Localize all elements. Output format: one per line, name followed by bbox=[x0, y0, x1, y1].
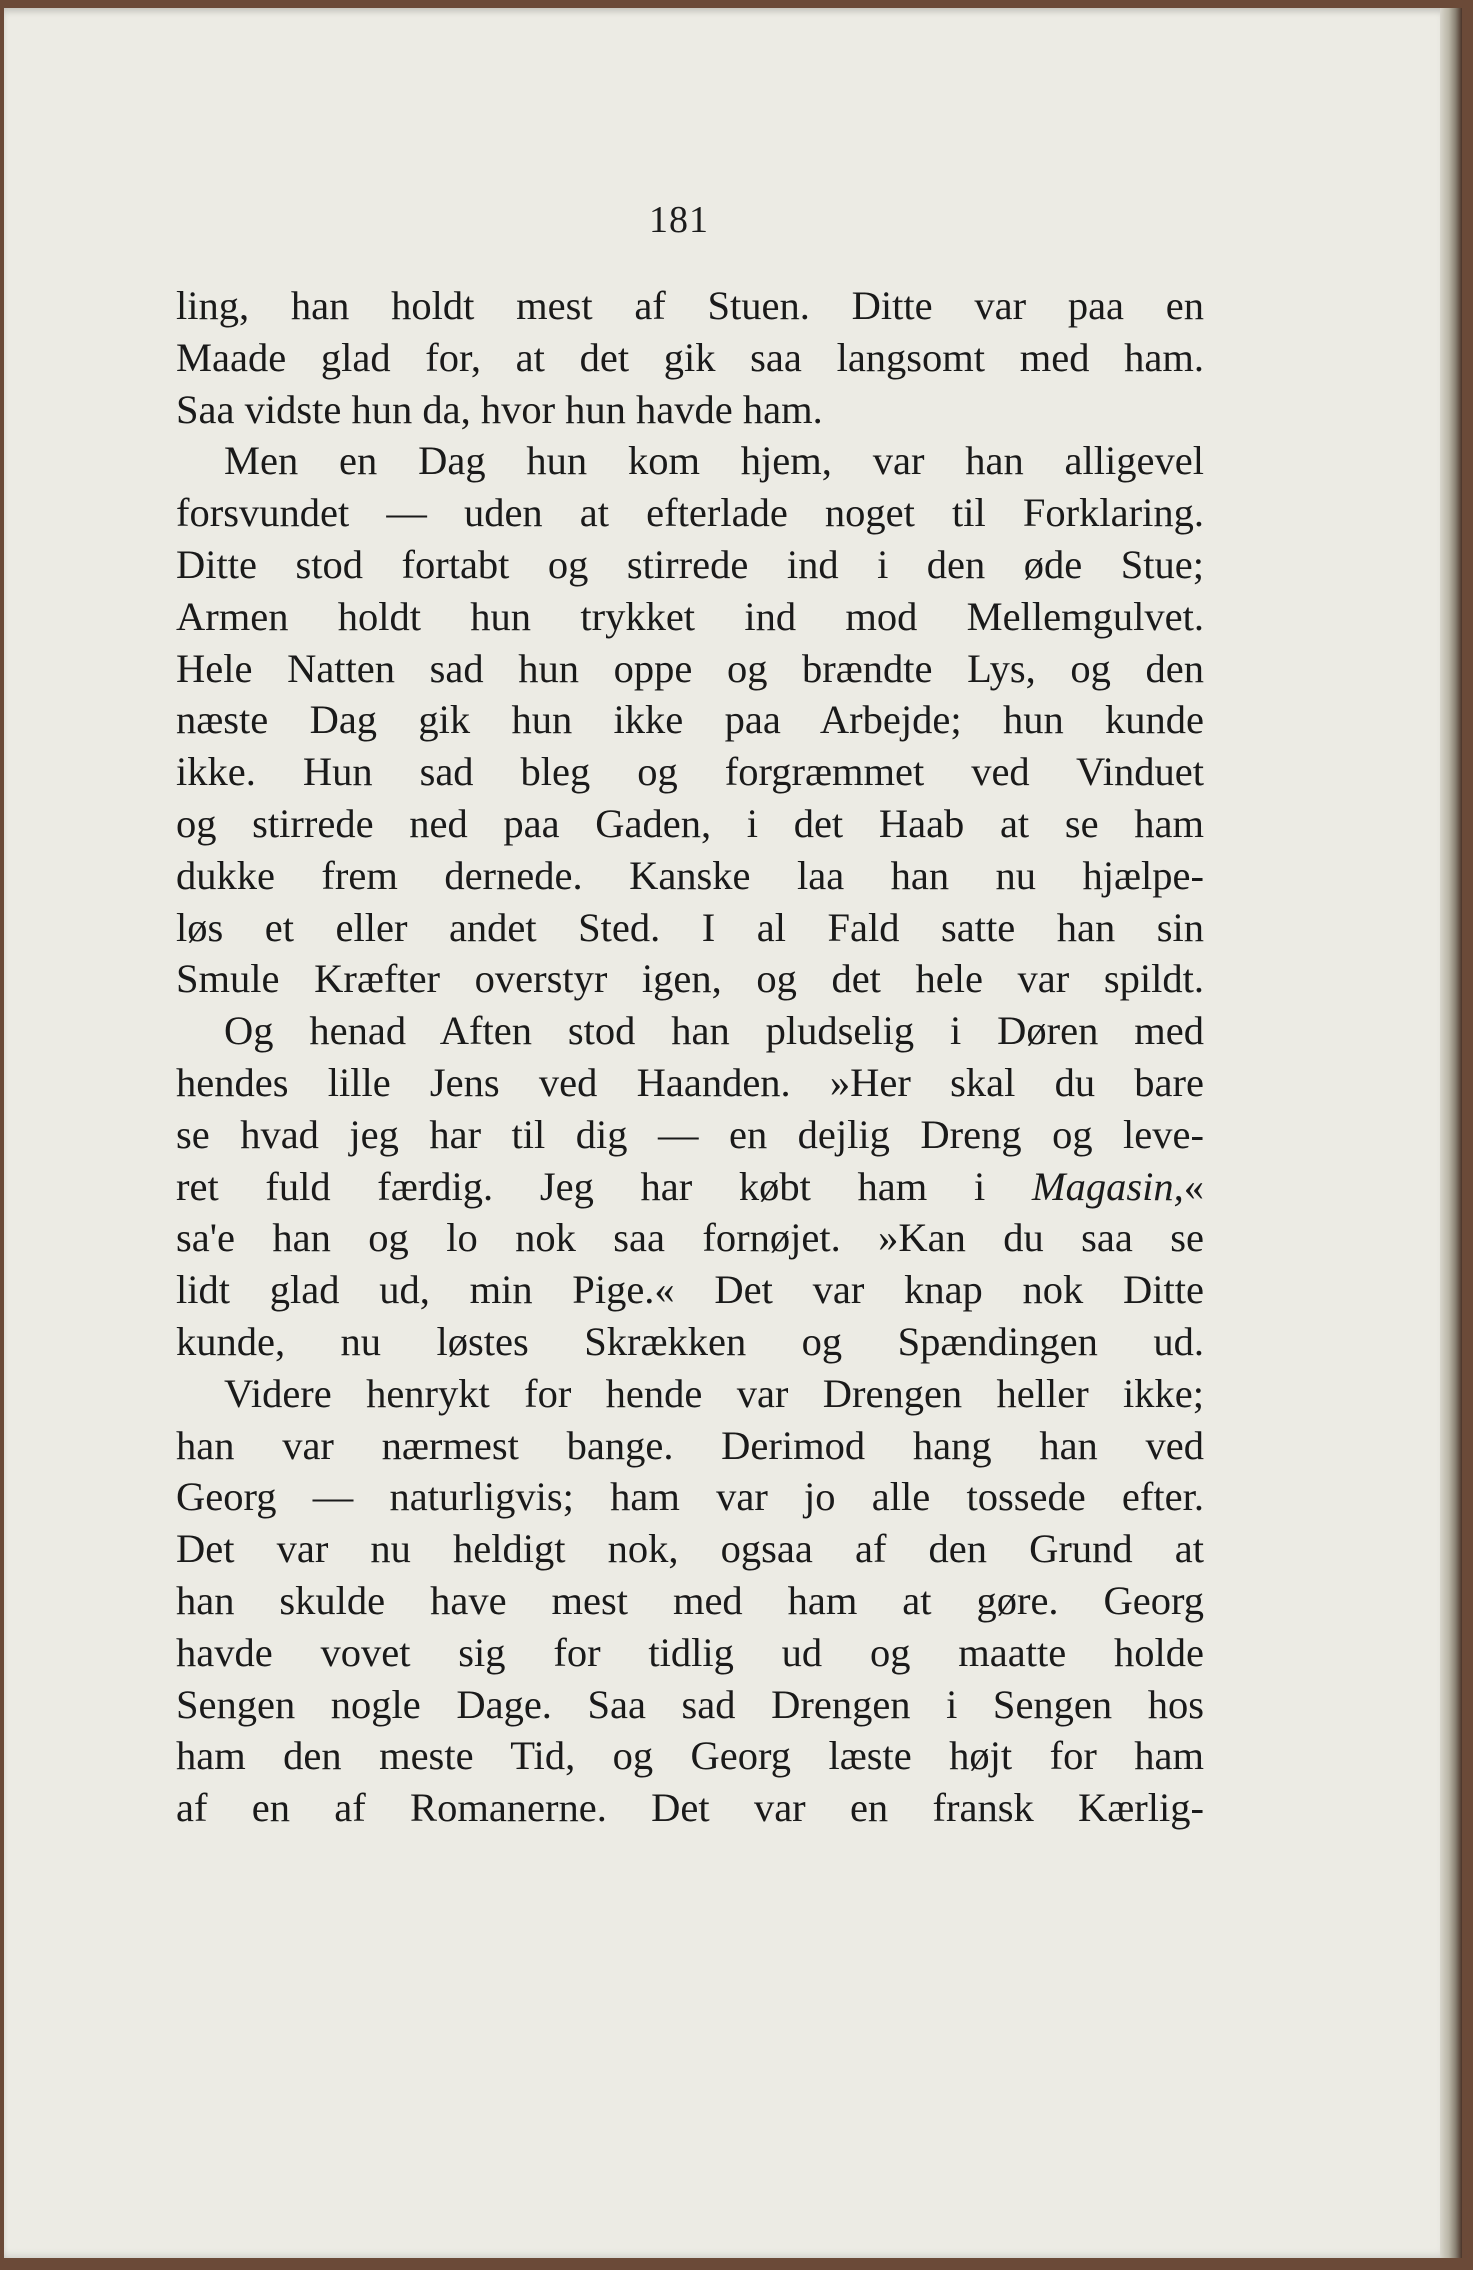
page-number: 181 bbox=[649, 199, 709, 241]
text-line: sa'e han og lo nok saa fornøjet. »Kan du saa se bbox=[176, 1215, 1204, 1261]
text-line: Maade glad for, at det gik saa langsomt med ham. bbox=[176, 334, 1204, 380]
text-line: Saa vidste hun da, hvor hun havde ham. bbox=[176, 386, 823, 432]
text-line: ling, han holdt mest af Stuen. Ditte var paa en bbox=[176, 283, 1204, 328]
text-line: havde vovet sig for tidlig ud og maatte holde bbox=[176, 1629, 1204, 1675]
text-line: Sengen nogle Dage. Saa sad Drengen i Sengen hos bbox=[176, 1681, 1204, 1727]
book-page bbox=[4, 8, 1452, 2258]
text-line: Videre henrykt for hende var Drengen heller ikke; bbox=[224, 1370, 1204, 1416]
text-line: lidt glad ud, min Pige.« Det var knap nok Ditte bbox=[176, 1267, 1204, 1313]
text-line: Og henad Aften stod han pludselig i Døren med bbox=[224, 1008, 1204, 1054]
text-line: Det var nu heldigt nok, ogsaa af den Grund at bbox=[176, 1526, 1204, 1572]
text-line: Hele Natten sad hun oppe og brændte Lys, og den bbox=[176, 645, 1204, 691]
text-line: han skulde have mest med ham at gøre. Georg bbox=[176, 1577, 1204, 1623]
text-line: dukke frem dernede. Kanske laa han nu hjælpe- bbox=[176, 852, 1204, 898]
text-line: ret fuld færdig. Jeg har købt ham i Magasin,« bbox=[176, 1163, 1204, 1209]
text-line: af en af Romanerne. Det var en fransk Kærlig- bbox=[176, 1785, 1204, 1831]
text-line: Ditte stod fortabt og stirrede ind i den øde Stue; bbox=[176, 541, 1204, 587]
page-edge bbox=[1440, 8, 1462, 2258]
text-line: forsvundet — uden at efterlade noget til Forklaring. bbox=[176, 490, 1204, 536]
text-line: ikke. Hun sad bleg og forgræmmet ved Vinduet bbox=[176, 749, 1204, 795]
text-line: Men en Dag hun kom hjem, var han alligevel bbox=[224, 438, 1204, 484]
text-line: Smule Kræfter overstyr igen, og det hele var spildt. bbox=[176, 956, 1204, 1002]
text-line: Armen holdt hun trykket ind mod Mellemgulvet. bbox=[176, 593, 1204, 639]
text-line: Georg — naturligvis; ham var jo alle tossede efter. bbox=[176, 1474, 1204, 1520]
text-line: kunde, nu løstes Skrækken og Spændingen ud. bbox=[176, 1318, 1204, 1364]
text-line: han var nærmest bange. Derimod hang han ved bbox=[176, 1422, 1204, 1468]
text-line: og stirrede ned paa Gaden, i det Haab at se ham bbox=[176, 800, 1204, 846]
body-text bbox=[176, 280, 1204, 1834]
text-line: løs et eller andet Sted. I al Fald satte han sin bbox=[176, 904, 1204, 950]
text-line: se hvad jeg har til dig — en dejlig Dreng og leve- bbox=[176, 1111, 1204, 1157]
text-line: næste Dag gik hun ikke paa Arbejde; hun kunde bbox=[176, 697, 1204, 743]
text-line: ham den meste Tid, og Georg læste højt for ham bbox=[176, 1733, 1204, 1779]
text-line: hendes lille Jens ved Haanden. »Her skal du bare bbox=[176, 1059, 1204, 1105]
